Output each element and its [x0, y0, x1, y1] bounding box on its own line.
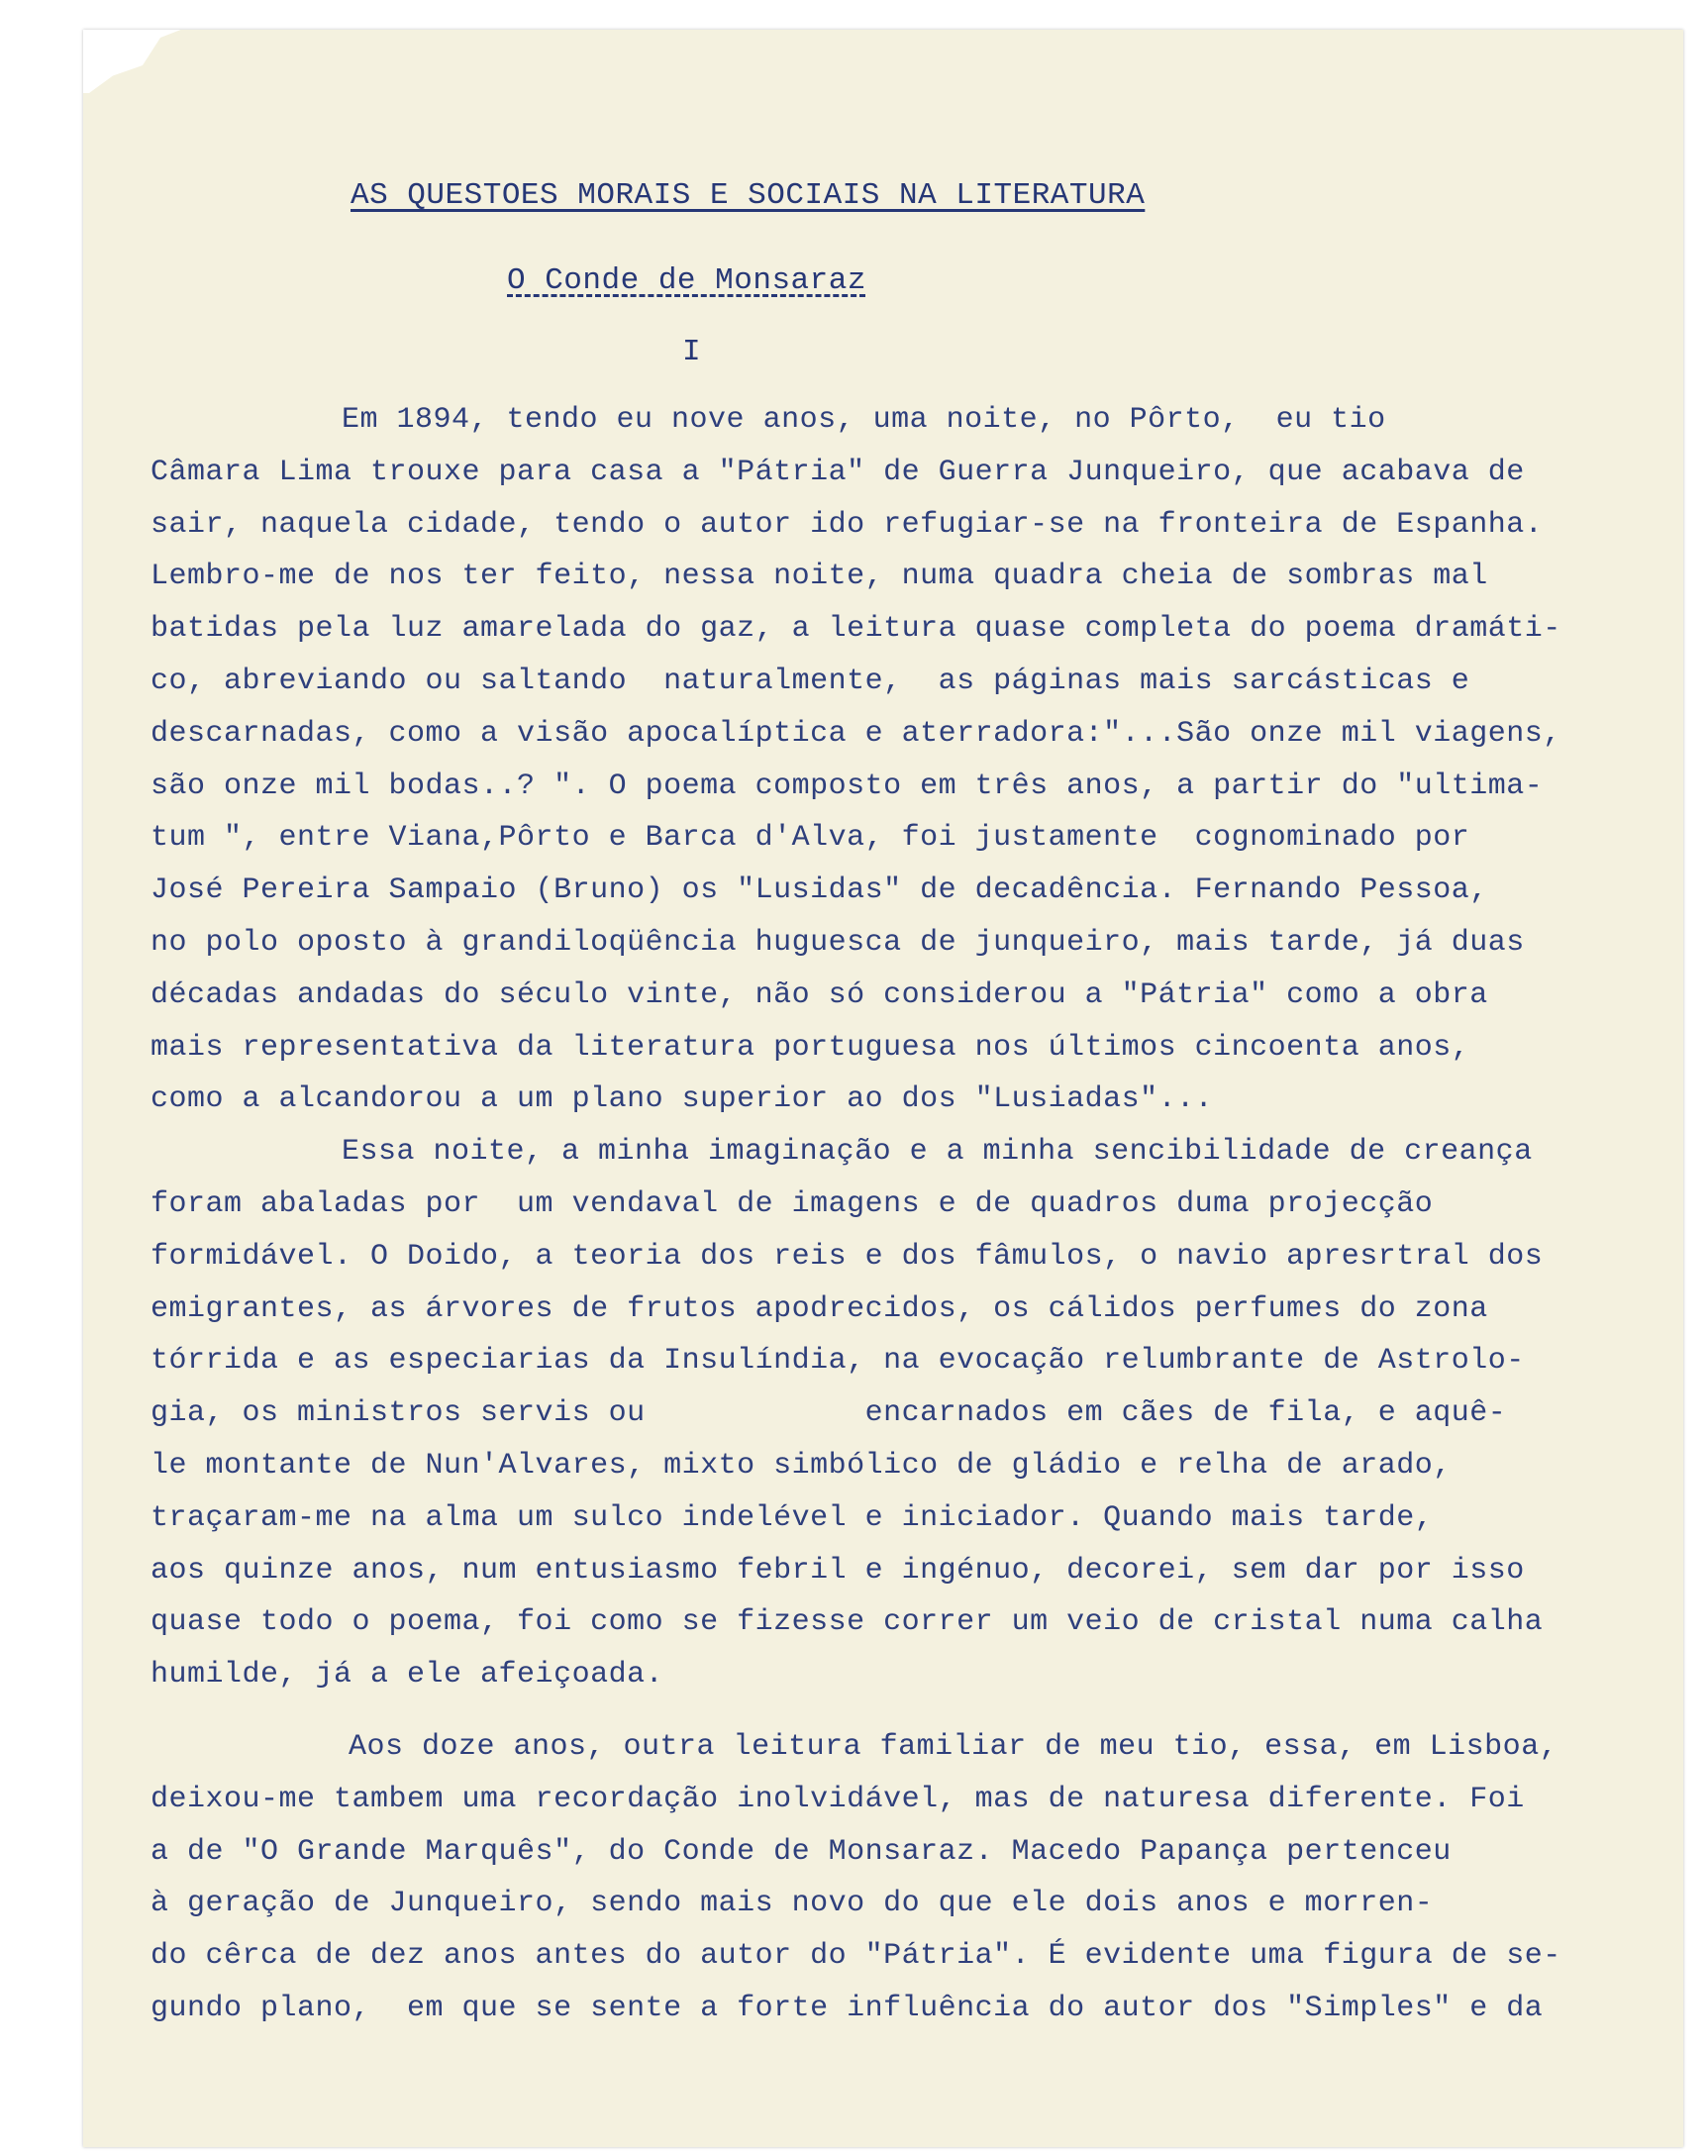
text-line: do cêrca de dez anos antes do autor do "Pátria". É evidente uma figura de se-: [151, 1939, 1561, 1974]
text-line: batidas pela luz amarelada do gaz, a leitura quase completa do poema dramáti-: [151, 612, 1561, 647]
text-line: como a alcandorou a um plano superior ao dos "Lusiadas"...: [151, 1082, 1214, 1117]
text-line: deixou-me tambem uma recordação inolvidável, mas de naturesa diferente. Foi: [151, 1782, 1525, 1816]
text-line: formidável. O Doido, a teoria dos reis e dos fâmulos, o navio apresrtral dos: [151, 1239, 1544, 1274]
text-line: a de "O Grande Marquês", do Conde de Monsaraz. Macedo Papança pertenceu: [151, 1834, 1452, 1869]
text-line: Essa noite, a minha imaginação e a minha sencibilidade de creança: [342, 1135, 1533, 1170]
text-line: traçaram-me na alma um sulco indelével e iniciador. Quando mais tarde,: [151, 1500, 1434, 1535]
text-line: quase todo o poema, foi como se fizesse correr um veio de cristal numa calha: [151, 1605, 1544, 1640]
document-body: [151, 394, 1675, 2035]
text-line: descarnadas, como a visão apocalíptica e aterradora:"...São onze mil viagens,: [151, 716, 1561, 751]
section-number: I: [682, 335, 702, 369]
text-line: Em 1894, tendo eu nove anos, uma noite, no Pôrto, eu tio: [342, 403, 1386, 437]
text-line: tórrida e as especiarias da Insulíndia, na evocação relumbrante de Astrolo-: [151, 1344, 1525, 1379]
text-line: sair, naquela cidade, tendo o autor ido refugiar-se na fronteira de Espanha.: [151, 507, 1544, 542]
text-line: Câmara Lima trouxe para casa a "Pátria" de Guerra Junqueiro, que acabava de: [151, 455, 1525, 489]
paragraph-gap: [151, 1701, 1675, 1721]
text-line: co, abreviando ou saltando naturalmente, as páginas mais sarcásticas e: [151, 664, 1470, 698]
document-title: AS QUESTOES MORAIS E SOCIAIS NA LITERATURA: [351, 178, 1146, 213]
paragraph-3: [151, 1721, 1675, 2035]
text-line: José Pereira Sampaio (Bruno) os "Lusidas" de decadência. Fernando Pessoa,: [151, 873, 1488, 908]
text-line: mais representativa da literatura portuguesa nos últimos cincoenta anos,: [151, 1030, 1470, 1065]
paragraph-1: [151, 394, 1675, 1126]
paper-sheet: [83, 30, 1683, 2147]
text-line: humilde, já a ele afeiçoada.: [151, 1658, 664, 1693]
text-line: gia, os ministros servis ou encarnados em cães de fila, e aquê-: [151, 1396, 1507, 1431]
text-line: aos quinze anos, num entusiasmo febril e ingénuo, decorei, sem dar por isso: [151, 1553, 1525, 1588]
text-line: no polo oposto à grandiloqüência huguesca de junqueiro, mais tarde, já duas: [151, 925, 1525, 960]
document-subtitle: O Conde de Monsaraz: [507, 263, 866, 298]
text-line: le montante de Nun'Alvares, mixto simbólico de gládio e relha de arado,: [151, 1448, 1452, 1483]
text-line: Lembro-me de nos ter feito, nessa noite, numa quadra cheia de sombras mal: [151, 560, 1488, 594]
text-line: emigrantes, as árvores de frutos apodrecidos, os cálidos perfumes do zona: [151, 1291, 1488, 1326]
text-line: Aos doze anos, outra leitura familiar de meu tio, essa, em Lisboa,: [349, 1729, 1558, 1764]
typewritten-document: [83, 30, 1683, 2147]
paragraph-2: [151, 1126, 1675, 1701]
text-line: à geração de Junqueiro, sendo mais novo do que ele dois anos e morren-: [151, 1887, 1434, 1921]
text-line: são onze mil bodas..? ". O poema composto em três anos, a partir do "ultima-: [151, 769, 1544, 803]
text-line: décadas andadas do século vinte, não só considerou a "Pátria" como a obra: [151, 977, 1488, 1012]
text-line: foram abaladas por um vendaval de imagens e de quadros duma projecção: [151, 1186, 1434, 1221]
text-line: tum ", entre Viana,Pôrto e Barca d'Alva, foi justamente cognominado por: [151, 821, 1470, 856]
text-line: gundo plano, em que se sente a forte influência do autor dos "Simples" e da: [151, 1991, 1544, 2025]
